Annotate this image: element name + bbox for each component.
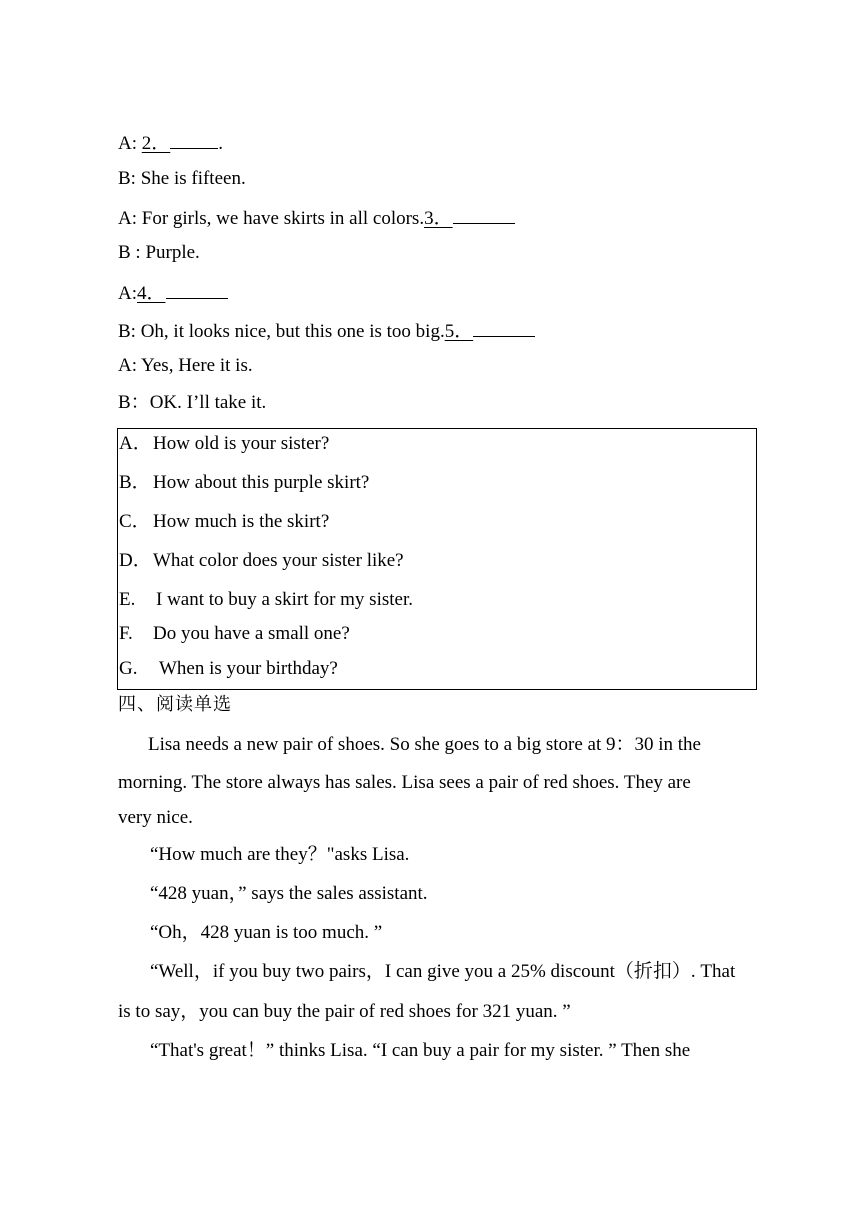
speaker-label: B: <box>118 321 141 342</box>
dialogue-text: For girls, we have skirts in all colors. <box>141 208 425 229</box>
passage-line: very nice. <box>118 807 193 828</box>
dialogue-text: OK. I’ll take it. <box>149 392 267 413</box>
passage-line: is to say，you can buy the pair of red shoes for 321 yuan. ” <box>118 1001 571 1022</box>
speaker-label: A: <box>118 133 142 154</box>
dialogue-line-4 <box>118 242 200 264</box>
dialogue-text: Oh, it looks nice, but this one is too big. <box>140 321 445 342</box>
speaker-label: A: <box>118 208 142 229</box>
passage-line: Lisa needs a new pair of shoes. So she goes to a big store at 9：30 in the <box>148 734 701 755</box>
dialogue-text: She is fifteen. <box>140 168 246 189</box>
answer-blank-3[interactable]: 3． <box>424 205 515 230</box>
dialogue-text: Purple. <box>145 242 200 263</box>
option-a[interactable]: A．How old is your sister? <box>119 433 330 454</box>
answer-blank-4[interactable]: 4． <box>137 280 228 305</box>
passage-line: “Oh，428 yuan is too much. ” <box>150 922 383 943</box>
passage-line: “Well，if you buy two pairs，I can give you a 25% discount（折扣）. That <box>150 961 736 982</box>
answer-blank-5[interactable]: 5． <box>445 318 536 343</box>
passage-line: “That's great！” thinks Lisa. “I can buy a pair for my sister. ” Then she <box>150 1040 691 1061</box>
options-box <box>117 428 757 690</box>
option-e[interactable]: E. I want to buy a skirt for my sister. <box>119 589 413 610</box>
option-g[interactable]: G. When is your birthday? <box>119 658 338 679</box>
dialogue-line-5 <box>118 280 228 305</box>
option-f[interactable]: F. Do you have a small one? <box>119 623 350 644</box>
dialogue-text: Yes, Here it is. <box>141 355 253 376</box>
dialogue-line-1: A: 2． . <box>118 130 223 155</box>
dialogue-line-6 <box>118 318 535 343</box>
dialogue-line-2 <box>118 168 246 190</box>
dialogue-line-3 <box>118 205 515 230</box>
section-heading: 四、阅读单选 <box>118 694 232 715</box>
option-d[interactable]: D．What color does your sister like? <box>119 550 404 571</box>
option-b[interactable]: B． How about this purple skirt? <box>119 472 370 493</box>
speaker-label: A: <box>118 355 142 376</box>
passage-line: morning. The store always has sales. Lisa sees a pair of red shoes. They are <box>118 772 691 793</box>
answer-blank-2[interactable]: 2． <box>142 130 219 155</box>
passage-line: “428 yuan，” says the sales assistant. <box>150 883 428 904</box>
speaker-label: B： <box>118 392 150 413</box>
speaker-label: A: <box>118 283 137 304</box>
dialogue-line-8 <box>118 392 266 414</box>
passage-line: “How much are they？"asks Lisa. <box>150 844 410 865</box>
option-c[interactable]: C． How much is the skirt? <box>119 511 330 532</box>
dialogue-line-7 <box>118 355 253 377</box>
speaker-label: B : <box>118 242 146 263</box>
speaker-label: B: <box>118 168 141 189</box>
